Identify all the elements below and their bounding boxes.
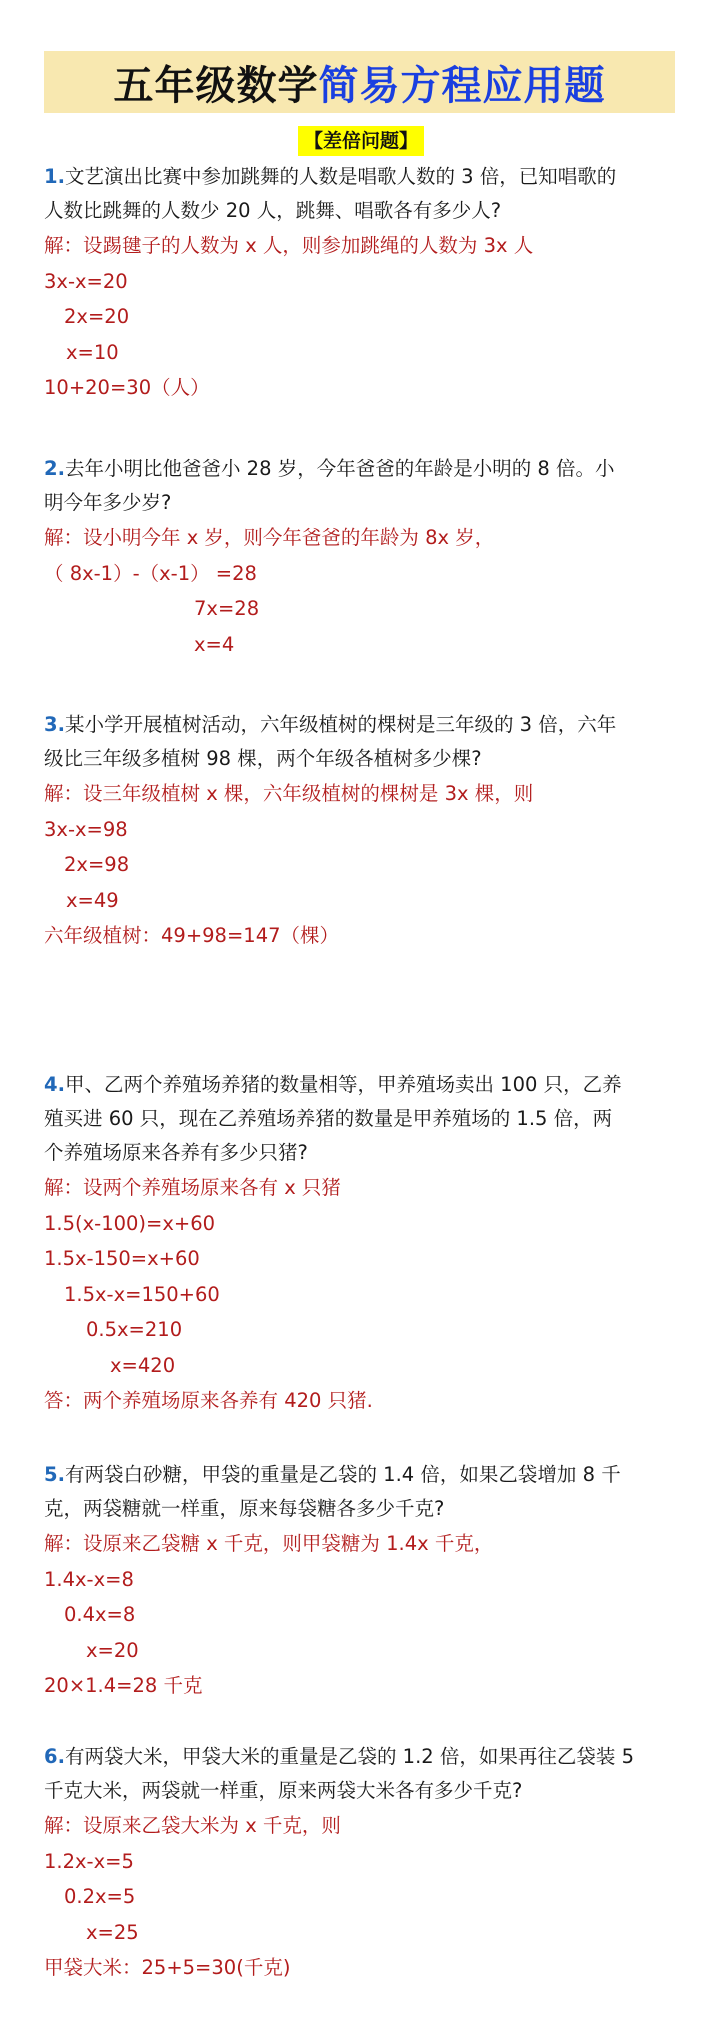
problem-4 <box>44 1068 684 1419</box>
problem-2 <box>44 452 684 662</box>
problem-number: 5. <box>44 1463 65 1486</box>
solution-line: 解：设两个养殖场原来各有 x 只猪 <box>44 1176 341 1199</box>
title-part-2: 简易方程应用题 <box>318 62 606 109</box>
problem-number: 2. <box>44 457 65 480</box>
question-text: 克，两袋糖就一样重，原来每袋糖各多少千克? <box>44 1497 445 1520</box>
problem-number: 1. <box>44 165 65 188</box>
solution-line: 解：设三年级植树 x 棵，六年级植树的棵树是 3x 棵，则 <box>44 782 534 805</box>
solution-line: 10+20=30（人） <box>44 376 210 399</box>
question-text: 人数比跳舞的人数少 20 人，跳舞、唱歌各有多少人? <box>44 199 502 222</box>
solution-line: 解：设原来乙袋大米为 x 千克，则 <box>44 1814 341 1837</box>
solution-line: 甲袋大米：25+5=30(千克) <box>44 1956 291 1979</box>
solution-line: 1.5x-x=150+60 <box>64 1282 220 1306</box>
problem-number: 3. <box>44 713 65 736</box>
question-text: 4.甲、乙两个养殖场养猪的数量相等，甲养殖场卖出 100 只，乙养 <box>44 1073 622 1096</box>
question-text: 明今年多少岁? <box>44 491 172 514</box>
solution-line: x=420 <box>110 1353 176 1377</box>
solution-line: （ 8x-1）-（x-1） =28 <box>44 561 257 585</box>
question-text: 3.某小学开展植树活动，六年级植树的棵树是三年级的 3 倍，六年 <box>44 713 617 736</box>
question-text: 殖买进 60 只，现在乙养殖场养猪的数量是甲养殖场的 1.5 倍，两 <box>44 1107 613 1130</box>
solution-line: 3x-x=20 <box>44 269 128 293</box>
solution-line: x=20 <box>86 1638 139 1662</box>
solution-line: 答：两个养殖场原来各养有 420 只猪. <box>44 1389 373 1412</box>
question-text: 个养殖场原来各养有多少只猪? <box>44 1141 308 1164</box>
solution-line: 1.4x-x=8 <box>44 1567 134 1591</box>
problem-5 <box>44 1458 684 1704</box>
solution-line: 1.5(x-100)=x+60 <box>44 1211 216 1235</box>
question-text: 1.文艺演出比赛中参加跳舞的人数是唱歌人数的 3 倍，已知唱歌的 <box>44 165 617 188</box>
solution-line: 2x=20 <box>64 305 130 328</box>
solution-line: 3x-x=98 <box>44 817 128 841</box>
question-text: 级比三年级多植树 98 棵，两个年级各植树多少棵? <box>44 747 482 770</box>
solution-line: x=49 <box>66 888 119 912</box>
question-text: 5.有两袋白砂糖，甲袋的重量是乙袋的 1.4 倍，如果乙袋增加 8 千 <box>44 1463 621 1486</box>
solution-line: 解：设原来乙袋糖 x 千克，则甲袋糖为 1.4x 千克， <box>44 1532 494 1555</box>
solution-line: 20×1.4=28 千克 <box>44 1674 203 1697</box>
question-text: 6.有两袋大米，甲袋大米的重量是乙袋的 1.2 倍，如果再往乙袋装 5 <box>44 1745 634 1768</box>
solution-line: 解：设小明今年 x 岁，则今年爸爸的年龄为 8x 岁， <box>44 526 495 549</box>
question-text: 千克大米，两袋就一样重，原来两袋大米各有多少千克? <box>44 1779 523 1802</box>
solution-line: 0.5x=210 <box>86 1318 183 1341</box>
problem-number: 6. <box>44 1745 65 1768</box>
question-text: 2.去年小明比他爸爸小 28 岁，今年爸爸的年龄是小明的 8 倍。小 <box>44 457 615 480</box>
solution-line: 2x=98 <box>64 853 130 876</box>
problem-1 <box>44 160 684 406</box>
solution-line: 解：设踢毽子的人数为 x 人，则参加跳绳的人数为 3x 人 <box>44 234 534 257</box>
solution-line: 1.2x-x=5 <box>44 1849 134 1873</box>
solution-line: 7x=28 <box>194 597 260 620</box>
solution-line: x=10 <box>66 340 119 364</box>
page-title <box>44 51 675 113</box>
section-tag: 【差倍问题】 <box>298 126 424 156</box>
problem-number: 4. <box>44 1073 65 1096</box>
solution-line: 1.5x-150=x+60 <box>44 1247 200 1270</box>
solution-line: x=4 <box>194 632 235 656</box>
solution-line: 0.4x=8 <box>64 1603 136 1626</box>
problem-6 <box>44 1740 684 1986</box>
solution-line: x=25 <box>86 1920 139 1944</box>
problem-3 <box>44 708 684 954</box>
solution-line: 0.2x=5 <box>64 1885 136 1908</box>
title-part-1: 五年级数学 <box>113 62 319 109</box>
solution-line: 六年级植树：49+98=147（棵） <box>44 924 340 947</box>
